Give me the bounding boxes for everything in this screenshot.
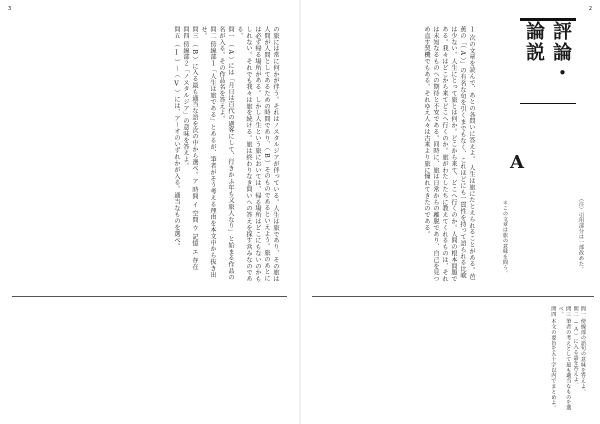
page-number-right: 2 (588, 6, 592, 12)
chapter-title: 評論・論説 (523, 21, 572, 84)
left-lower-text (120, 306, 280, 418)
right-question: 問二 （ Ａ ）に入る語を答えよ。 (572, 306, 579, 388)
left-question: 問三 （ B ）に入る最も適当な語を次の中から選べ。ア 時間 イ 空間 ウ 記憶 エ 存在 (191, 26, 198, 271)
left-body-text (22, 26, 280, 284)
left-question: 問四 傍線部２「ノスタルジア」の意味を答えよ。 (182, 26, 189, 169)
section-letter: A (510, 152, 524, 173)
right-divider (312, 296, 594, 297)
left-question: 問五 （ Ⅰ ）～（ Ⅴ ）には、ア～オのいずれかが入る。適当なものを選べ。 (173, 26, 180, 250)
page-number-left: 3 (8, 6, 12, 12)
chapter-title-block (520, 18, 576, 104)
left-divider (12, 296, 287, 297)
right-body-text: １ 次の文章を読んで、あとの各問いに答えよ。 人生は旅にたとえられることがある。芭蕉の「（ A ）」の有名な句を引くまでもなく、これほどにも一貫性を持って語られる比喩は少ない。人生にとって旅とは何か。どこから来て、どこへ行くのか。人間の根本問題である。我々はどこから来てどこへ行くのか。旅がわたしたちに教えてくれるものは、それは未知なるものへの期待と不安である。同時に、旅は日常からの離脱であり、自己を見つめ直す契機でもある。それゆえ人々は古来より旅に憧れてきたのである。 (423, 26, 475, 282)
page-gutter (299, 0, 301, 424)
left-question: 問二 傍線部１「人生は旅である」とあるが、筆者がそう考える理由を本文中から抜き出せ。 (200, 26, 216, 278)
side-note: （注）引用部分は一部改めた。 (578, 196, 584, 272)
right-sidenote: ＊この文章は旅の意味を問う。 (502, 200, 508, 276)
right-question-list (318, 306, 586, 418)
left-question: 問一 （ A ）には「月日は百代の過客にして、行きかふ年も又旅人なり」と始まる作品の名が入る。その作品名を答えよ。 (218, 26, 234, 281)
right-question: 問四 本文の要旨を五十字以内でまとめよ。 (550, 306, 557, 411)
left-body-paragraph: の旅には常に何かが伴う。それはノスタルジアが伴っている。人生は旅であり、その旅は人間が人間としてあるための時間であり、（ B ）そのものであるといえよう。旅のあとには必ず帰る場所がある。しかし人生という旅においては、帰る場所はどこにもないのかもしれない。それでも我々は旅を続ける。旅は終わりなき問いへの答えを探す営みなのである。 (236, 26, 279, 282)
right-question: 問三 筆者の考えとして最も適当なものを選べ。 (557, 306, 572, 411)
right-question: 問一 傍線部の語句の意味を答えよ。 (580, 306, 586, 395)
